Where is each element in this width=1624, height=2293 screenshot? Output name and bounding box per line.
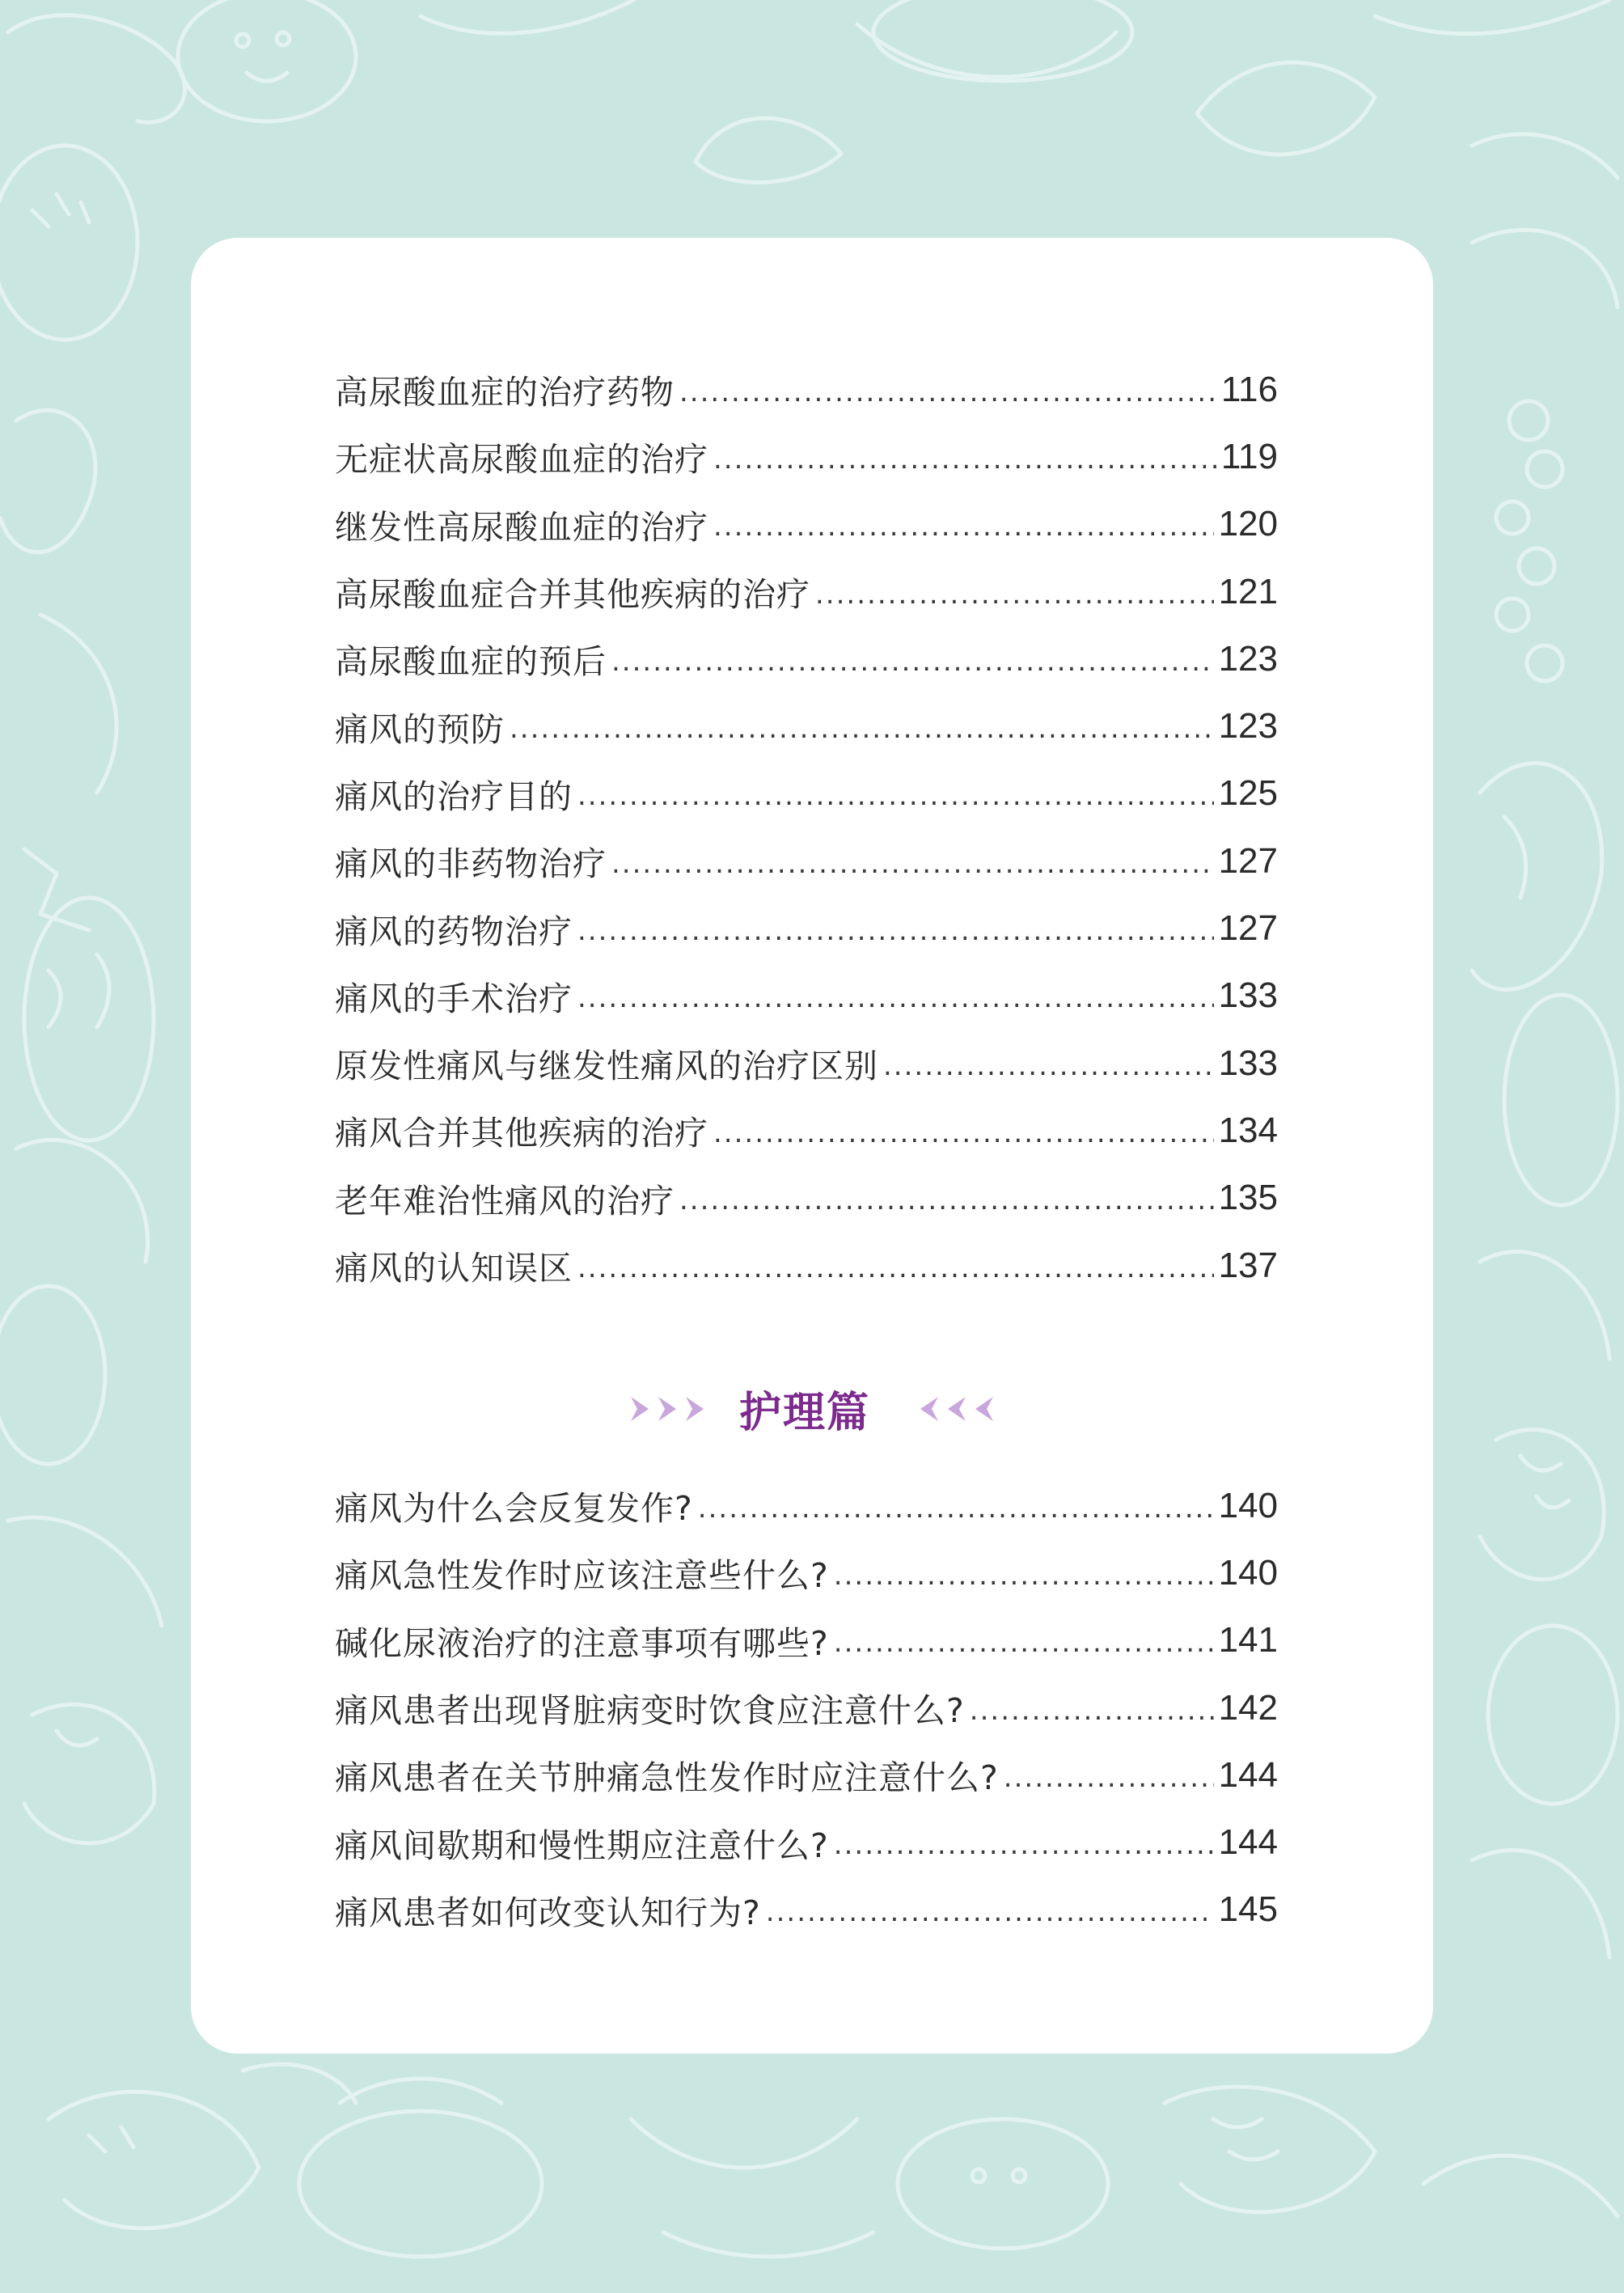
toc-entry-page: 135	[1218, 1178, 1278, 1218]
dot-leader	[577, 982, 1214, 1014]
toc-entry[interactable]	[335, 625, 1278, 692]
toc-entry-title: 痛风急性发作时应该注意些什么?	[335, 1556, 829, 1596]
dot-leader	[883, 1050, 1214, 1082]
toc-entry[interactable]	[335, 1674, 1278, 1741]
dot-leader	[577, 1252, 1214, 1284]
dot-leader	[510, 713, 1214, 745]
dot-leader	[766, 1896, 1214, 1928]
toc-entry-title: 痛风为什么会反复发作?	[335, 1489, 693, 1529]
dot-leader	[834, 1627, 1214, 1659]
toc-entry-title: 痛风的治疗目的	[335, 776, 573, 816]
dot-leader	[698, 1492, 1214, 1525]
toc-entry-title: 痛风的预防	[335, 709, 505, 749]
dot-leader	[815, 578, 1214, 611]
toc-entry-title: 碱化尿液治疗的注意事项有哪些?	[335, 1623, 829, 1663]
dot-leader	[970, 1694, 1214, 1727]
toc-entry-title: 原发性痛风与继发性痛风的治疗区别	[335, 1047, 878, 1086]
toc-entry-title: 痛风的非药物治疗	[335, 844, 607, 884]
toc-entry-title: 痛风间歇期和慢性期应注意什么?	[335, 1826, 829, 1865]
toc-entry-page: 125	[1218, 773, 1278, 814]
toc-entry-page: 140	[1218, 1485, 1278, 1525]
toc-entry[interactable]	[335, 692, 1278, 759]
toc-entry-page: 121	[1218, 571, 1278, 611]
toc-entry-page: 133	[1218, 1043, 1278, 1083]
toc-entry-page: 140	[1218, 1552, 1278, 1593]
dot-leader	[611, 848, 1214, 880]
toc-entry-title: 痛风患者出现肾脏病变时饮食应注意什么?	[335, 1691, 965, 1731]
dot-leader	[679, 376, 1216, 408]
toc-entry[interactable]	[335, 1607, 1278, 1674]
toc-entry[interactable]	[335, 1165, 1278, 1232]
dot-leader	[1004, 1762, 1214, 1794]
toc-entry[interactable]	[335, 1097, 1278, 1164]
toc-entry-title: 高尿酸血症的预后	[335, 642, 607, 682]
toc-entry-page: 127	[1218, 840, 1278, 881]
toc-entry-page: 141	[1218, 1620, 1278, 1661]
toc-entry-page: 120	[1218, 504, 1278, 544]
toc-entry-page: 144	[1218, 1822, 1278, 1863]
dot-leader	[713, 1117, 1214, 1149]
dot-leader	[834, 1559, 1214, 1592]
dot-leader	[713, 443, 1216, 476]
toc-entry[interactable]	[335, 1539, 1278, 1606]
toc-entry[interactable]	[335, 558, 1278, 625]
toc-entry-title: 痛风的药物治疗	[335, 912, 573, 951]
section-heading	[191, 1378, 1433, 1439]
toc-entry[interactable]	[335, 1809, 1278, 1876]
dot-leader	[679, 1184, 1214, 1216]
toc-entry[interactable]	[335, 1030, 1278, 1097]
toc-entry-page: 137	[1218, 1245, 1278, 1285]
toc-entry-title: 无症状高尿酸血症的治疗	[335, 440, 708, 480]
toc-entry[interactable]	[335, 895, 1278, 962]
section-title: 护理篇	[738, 1389, 870, 1437]
toc-card	[191, 238, 1433, 2054]
toc-entry-page: 134	[1218, 1110, 1278, 1150]
toc-entry-page: 119	[1220, 436, 1278, 476]
dot-leader	[611, 645, 1214, 678]
toc-entry-title: 痛风患者在关节肿痛急性发作时应注意什么?	[335, 1758, 999, 1798]
dot-leader	[834, 1829, 1214, 1861]
right-chevrons-icon	[628, 1395, 707, 1423]
toc-entry-page: 145	[1218, 1889, 1278, 1930]
toc-entry-title: 痛风的认知误区	[335, 1249, 573, 1288]
toc-entry-title: 继发性高尿酸血症的治疗	[335, 507, 708, 547]
toc-entry-title: 痛风合并其他疾病的治疗	[335, 1114, 708, 1153]
toc-entry[interactable]	[335, 491, 1278, 558]
toc-entry-page: 142	[1218, 1687, 1278, 1728]
toc-entry-page: 123	[1218, 706, 1278, 747]
toc-entry-title: 痛风的手术治疗	[335, 979, 573, 1018]
toc-entry-page: 133	[1218, 975, 1278, 1016]
dot-leader	[577, 915, 1214, 947]
toc-entry-page: 116	[1220, 369, 1278, 409]
toc-entry[interactable]	[335, 1472, 1278, 1539]
toc-list-part2	[335, 1472, 1278, 1944]
toc-entry[interactable]	[335, 962, 1278, 1030]
toc-entry-page: 127	[1218, 908, 1278, 949]
toc-entry-title: 高尿酸血症的治疗药物	[335, 373, 675, 412]
dot-leader	[713, 510, 1214, 543]
toc-entry[interactable]	[335, 423, 1278, 490]
toc-entry-title: 老年难治性痛风的治疗	[335, 1181, 675, 1221]
toc-entry[interactable]	[335, 827, 1278, 895]
toc-entry[interactable]	[335, 1232, 1278, 1299]
toc-entry-page: 144	[1218, 1754, 1278, 1795]
toc-entry-title: 痛风患者如何改变认知行为?	[335, 1893, 761, 1932]
toc-entry[interactable]	[335, 1876, 1278, 1944]
toc-entry-page: 123	[1218, 638, 1278, 679]
toc-list-part1	[335, 356, 1278, 1299]
left-chevrons-icon	[917, 1395, 996, 1423]
toc-entry[interactable]	[335, 760, 1278, 827]
toc-entry[interactable]	[335, 1741, 1278, 1809]
dot-leader	[577, 780, 1214, 812]
toc-entry-title: 高尿酸血症合并其他疾病的治疗	[335, 575, 810, 615]
toc-entry[interactable]	[335, 356, 1278, 423]
